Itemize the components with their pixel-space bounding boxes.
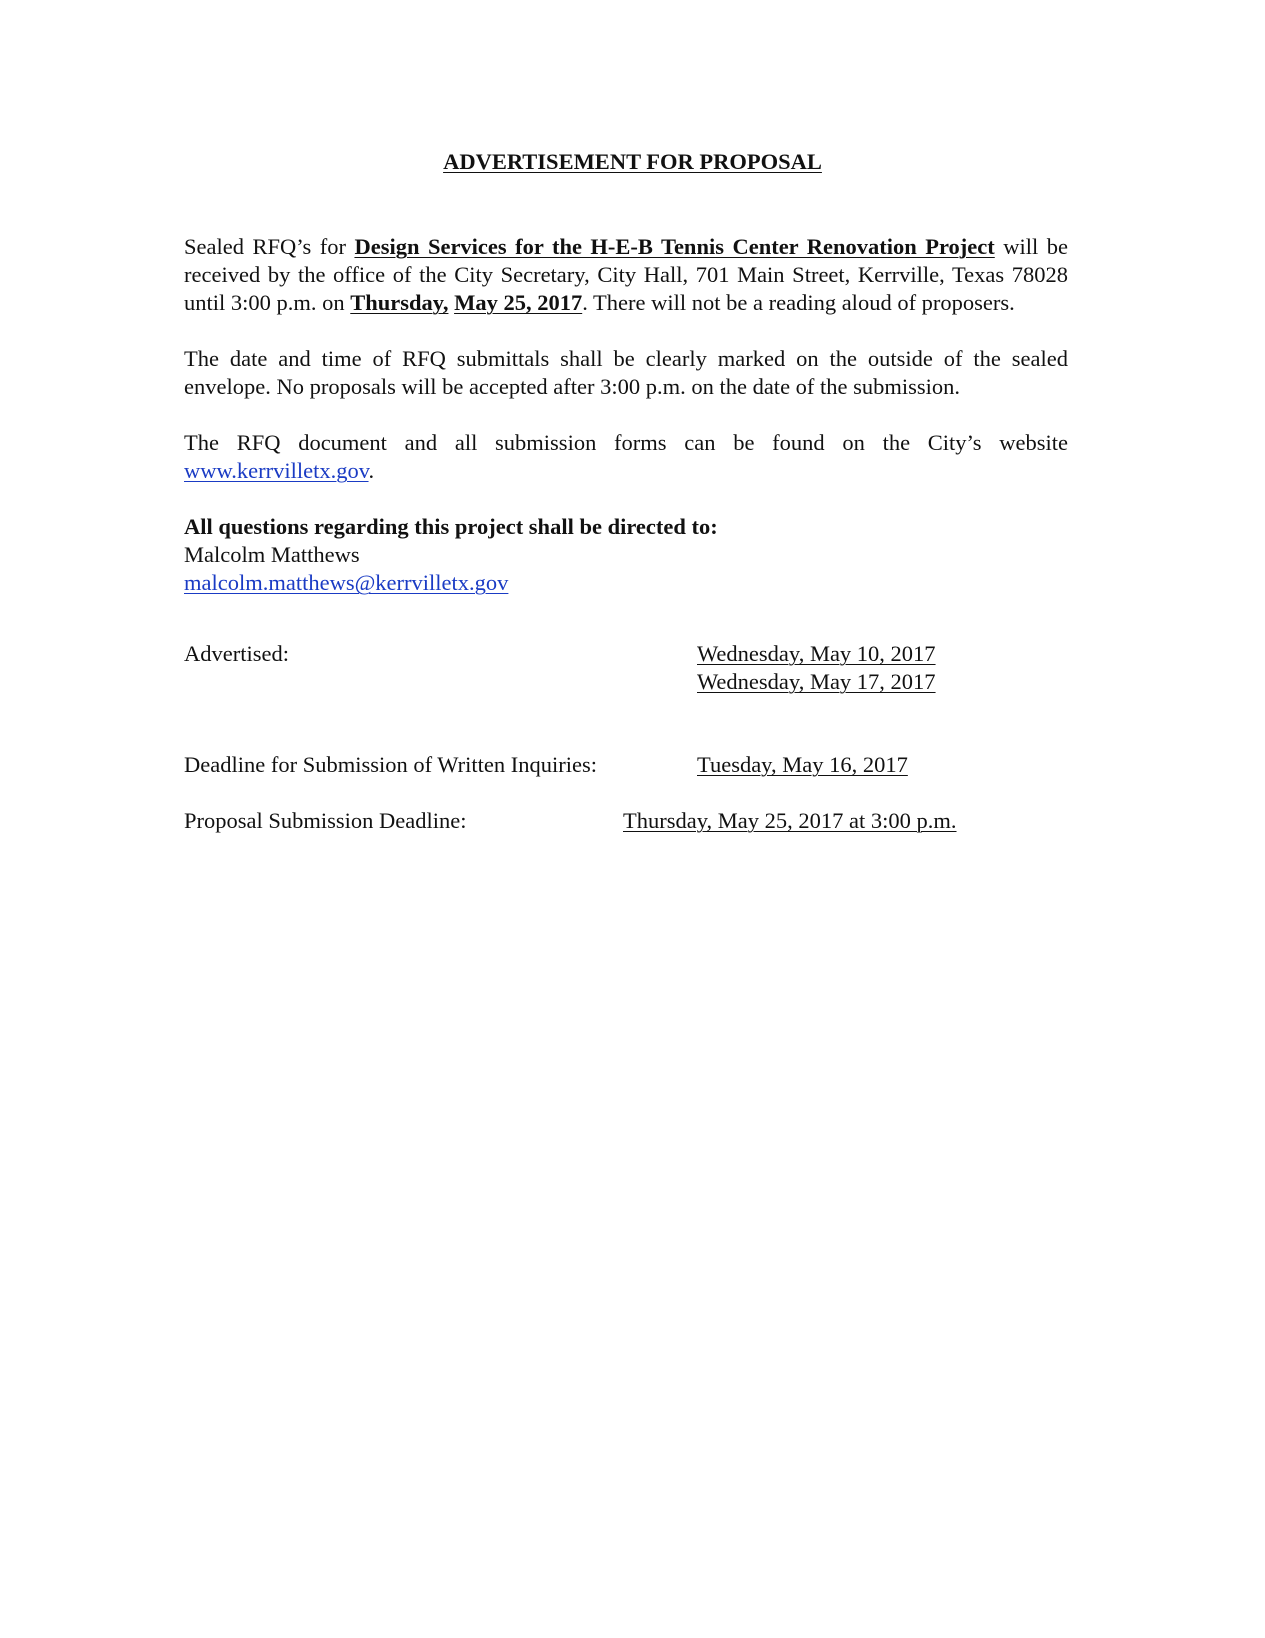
deadline-date: May 25, 2017	[454, 290, 583, 315]
paragraph-submission-intro: Sealed RFQ’s for	[184, 234, 355, 259]
advertised-date-2: Wednesday, May 17, 2017	[697, 669, 936, 694]
paragraph-submission-tail: . There will not be a reading aloud of proposers.	[582, 290, 1015, 315]
website-link[interactable]: www.kerrvilletx.gov	[184, 458, 369, 483]
proposal-deadline-date: Thursday, May 25, 2017 at 3:00 p.m.	[623, 808, 957, 833]
paragraph-website	[184, 429, 1068, 485]
contact-email-line	[184, 569, 1068, 597]
project-name: Design Services for the H-E-B Tennis Center Renovation Project	[354, 234, 995, 259]
contact-email-link[interactable]: malcolm.matthews@kerrvilletx.gov	[184, 570, 509, 595]
paragraph-submission-body: will be received by the office of the City Secretary, City Hall, 701 Main Street, Kerrville, Texas 78028 until 3:00 p.m. on	[184, 234, 1068, 315]
advertised-date-1: Wednesday, May 10, 2017	[697, 641, 936, 666]
paragraph-website-text: The RFQ document and all submission forms can be found on the City’s website	[184, 430, 1068, 455]
deadline-day: Thursday,	[350, 290, 449, 315]
inquiries-date: Tuesday, May 16, 2017	[697, 752, 908, 777]
paragraph-marking: The date and time of RFQ submittals shall be clearly marked on the outside of the sealed envelope. No proposals will be accepted after 3:00 p.m. on the date of the submission.	[184, 346, 1068, 399]
paragraph-submission	[184, 233, 1068, 317]
proposal-deadline-label: Proposal Submission Deadline:	[184, 808, 467, 833]
questions-heading: All questions regarding this project shall be directed to:	[184, 514, 718, 539]
inquiries-label: Deadline for Submission of Written Inquiries:	[184, 752, 597, 777]
document-title-text: ADVERTISEMENT FOR PROPOSAL	[443, 149, 822, 174]
document-title	[0, 148, 1265, 176]
document-body	[184, 233, 1068, 597]
advertised-label: Advertised:	[184, 641, 289, 666]
contact-name: Malcolm Matthews	[184, 542, 360, 567]
paragraph-website-period: .	[368, 458, 375, 483]
